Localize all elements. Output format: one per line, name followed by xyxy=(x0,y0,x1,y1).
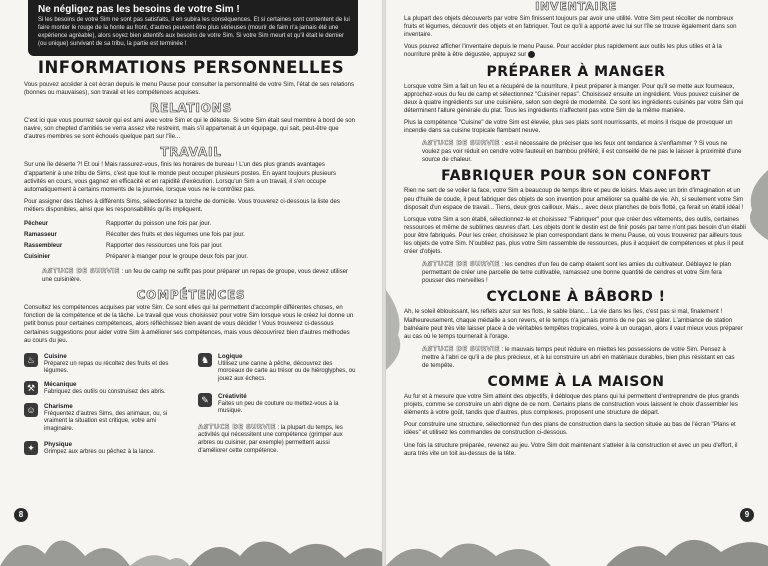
fabriquer-text-2: Lorsque votre Sim a son établi, sélectionnez-le et choisissez "Fabriquer" pour que créer des vêtements, des outils, certaines ressources et même de sublimes œuvres d'art. Les objets dont le destin est de finir posés par terre n'ont pas besoin d'un établi pour être fabriqués. Pour les créer, choisissez le plan correspondant dans le menu Pause, où vous trouverez par ailleurs tous les objets de votre Sim. N'oubliez pas, plus votre Sim rassemble de ressources, plus il acquiert de compétences et plus il peut créer d'objets. xyxy=(404,215,746,256)
creativity-icon: ✎ xyxy=(198,393,212,407)
job-desc: Préparer à manger pour le groupe deux fois par jour. xyxy=(106,253,248,261)
job-desc: Rapporter des ressources une fois par jour. xyxy=(106,242,223,250)
foliage-decoration xyxy=(386,526,768,566)
survival-tip xyxy=(198,423,358,456)
fitness-icon: ✦ xyxy=(24,441,38,455)
skill-name: Cuisine xyxy=(44,352,67,360)
info-text: Vous pouvez accéder à cet écran depuis le menu Pause pour consulter la personnalité de votre Sim, l'état de ses relations (bonnes ou mauvaises), son travail et les compétences acquises. xyxy=(24,81,355,97)
skill-desc: Fréquentez d'autres Sims, des animaux, ou, si vraiment la situation est critique, votre ami imaginaire. xyxy=(44,410,168,433)
tip-label: ASTUCE DE SURVIE xyxy=(422,260,500,269)
section-title-manger: PRÉPARER À MANGER xyxy=(486,63,666,80)
page-number: 9 xyxy=(740,508,754,522)
skill-desc: Faites un peu de couture ou mettez-vous à la musique. xyxy=(218,400,339,415)
job-desc: Récolter des fruits et des légumes une fois par jour. xyxy=(106,231,245,239)
skill-desc: Grimpez aux arbres ou pêchez à la lance. xyxy=(44,448,156,455)
palm-leaf-decoration xyxy=(386,290,406,370)
tip-label: ASTUCE DE SURVIE xyxy=(422,344,500,353)
tip-text: : un feu de camp ne suffit pas pour préparer un repas de groupe, vous devez utiliser une cuisinière. xyxy=(42,268,349,284)
jobs-table xyxy=(24,218,248,262)
right-column xyxy=(404,0,748,462)
competences-text: Consultez les compétences acquises par votre Sim. Ce sont elles qui lui permettent d'accomplir différentes choses, en fonction de la compétence et de la tâche. Le travail que vous choisissez pour votre Sim lorsque vous le créez lui donne un petit bonus pour certaines compétences, alors réfléchissez bien avant de vous décider ! Vous trouverez ci-dessous certaines suggestions pour aider votre Sim à améliorer ses compétences, mais vous découvrirez bien d'autres méthodes au cours du jeu. xyxy=(24,304,354,344)
survival-tip xyxy=(404,345,748,370)
fabriquer-text-1: Rien ne sert de se voiler la face, votre Sim a beaucoup de temps libre et peu de loisirs. Mais avec un brin d'imagination et un peu d'huile de coude, il peut fabriquer des objets de son invention pour améliorer sa qualité de vie. Ah, si seulement votre Sim disposait d'un espace de travail... Tiens, deux gros cailloux. Mais... avec deux planches de bois flotté, ça ferait un établi idéal ! xyxy=(404,187,744,211)
table-row xyxy=(24,251,248,262)
section-title-inventaire: INVENTAIRE xyxy=(535,0,617,13)
manger-text-1: Lorsque votre Sim a fait un feu et a récupéré de la nourriture, il peut préparer à manger. Pour qu'il se mette aux fourneaux, approchez-vous du feu de camp et sélectionnez "Cuisiner repas". Choisissez ensuite un ingrédient. Vous pouvez cuisiner de deux à quatre ingrédients sur une cuisinière, selon son degré de modernité. Ce sont les ingrédients cuisinés par votre Sim qui déterminent l'allure générale du plat. Tous les ingrédients n'affectent pas votre Sim de la même manière. xyxy=(404,82,744,114)
section-title-info: INFORMATIONS PERSONNELLES xyxy=(37,58,345,77)
section-title-fabriquer: FABRIQUER POUR SON CONFORT xyxy=(441,168,711,185)
skill-desc: Utilisez une canne à pêche, découvrez des morceaux de carte au trésor ou de hiéroglyphes, ou jouez aux échecs. xyxy=(218,360,356,383)
job-desc: Rapporter du poisson une fois par jour. xyxy=(106,220,212,228)
skill-name: Physique xyxy=(44,440,72,448)
tip-label: ASTUCE DE SURVIE xyxy=(422,139,500,148)
skill-name: Mécanique xyxy=(44,380,77,388)
section-title-travail: TRAVAIL xyxy=(160,145,222,160)
maison-text-3: Une fois la structure préparée, revenez au jeu. Votre Sim doit maintenant s'atteler à la construction et avec un peu d'effort, il aura très vite un toit au-dessus de la tête. xyxy=(404,441,738,457)
section-title-maison: COMME À LA MAISON xyxy=(487,374,665,391)
table-row xyxy=(24,229,248,240)
inventaire-text-1: La plupart des objets découverts par votre Sim finissent toujours par avoir une utilité. Votre Sim peut récolter de nombreux fruits et légumes, découvrir des objets et en fabriquer. Tout ce qu'il a apporté avec lui sur l'île se trouve également dans son inventaire. xyxy=(404,15,737,39)
section-title-relations: RELATIONS xyxy=(149,101,233,116)
controller-button-icon xyxy=(528,51,535,58)
tip-text: : est-il nécessaire de préciser que les feux ont tendance à s'enflammer ? Si vous ne voulez pas voir réduit en cendre votre fauteuil en bambou préféré, il est conseillé de ne pas le laisser à proximité d'une source de chaleur. xyxy=(422,140,742,164)
cooking-icon: ♨ xyxy=(24,353,38,367)
charisma-icon: ☺ xyxy=(24,403,38,417)
logic-icon: ♞ xyxy=(198,353,212,367)
job-name: Pêcheur xyxy=(24,220,49,228)
inventaire-text-2 xyxy=(404,43,748,59)
job-name: Rassembleur xyxy=(24,242,63,250)
palm-leaf-decoration xyxy=(742,170,768,240)
left-column xyxy=(24,58,358,489)
tip-text: : les cendres d'un feu de camp étaient sont les amies du cultivateur. Déblayez le plan permettant de créer une parcelle de terre cultivable, ramassez une bonne quantité de cendres et votre Sim fera pousser des merveilles ! xyxy=(422,261,732,285)
left-page xyxy=(0,0,382,566)
maison-text-2: Pour construire une structure, sélectionnez l'un des plans de construction dans la section située au bas de l'écran "Plans et idées" et utilisez les commandes de construction ci-dessous. xyxy=(404,421,736,437)
wrench-icon: ⚒ xyxy=(24,381,38,395)
skill-desc: Fabriquez des outils ou construisez des abris. xyxy=(44,388,166,395)
tip-label: ASTUCE DE SURVIE xyxy=(198,422,276,431)
banner-title: Ne négligez pas les besoins de votre Sim ! xyxy=(38,4,240,15)
table-row xyxy=(24,240,248,251)
survival-tip xyxy=(404,139,748,164)
travail-text-1: Sur une île déserte ?! Et oui ! Mais rassurez-vous, finis les horaires de bureau ! L'un des plus grands avantages d'appartenir à une tribu de Sims, c'est que tout le monde peut occuper plusieurs postes. En ayant toujours plusieurs activités en cours, vous gagnez en efficacité et en rapidité d'exécution. Lorsqu'un Sim a un travail, il s'en occupe automatiquement à certains moments de la journée, lorsque vous ne le contrôlez pas. xyxy=(24,161,336,193)
skill-name: Logique xyxy=(218,352,243,360)
survival-tip xyxy=(24,267,358,284)
job-name: Cuisinier xyxy=(24,253,51,261)
job-name: Ramasseur xyxy=(24,231,57,239)
inventaire-text-2-body: Vous pouvez afficher l'inventaire depuis le menu Pause. Pour accéder plus rapidement aux outils les plus utiles et à la nourriture prête à être dégustée, appuyez sur xyxy=(404,43,722,59)
foliage-decoration xyxy=(0,526,382,566)
tip-label: ASTUCE DE SURVIE xyxy=(42,267,120,276)
survival-tip xyxy=(404,260,748,285)
warning-banner xyxy=(28,0,358,56)
skills-grid xyxy=(24,349,358,489)
skill-desc: Préparez un repas ou récoltez des fruits et des légumes. xyxy=(44,360,169,375)
right-page xyxy=(386,0,768,566)
banner-text: Si les besoins de votre Sim ne sont pas satisfaits, il en subira les conséquences. Et si certaines sont contentent de lui faire monter le rouge de la honte au front, d'autres peuvent être plus sérieuses (mourir de faim n'a jamais été une expérience agréable), alors soyez bien attentifs aux besoins de votre Sim. Si votre Sim meurt et qu'il était le dernier (ou unique) survivant de sa tribu, la partie est terminée ! xyxy=(38,17,350,47)
manger-text-2: Plus la compétence "Cuisine" de votre Sim est élevée, plus ses plats sont nourrissants, et moins il risque de provoquer un incendie dans sa cuisine tropicale flambant neuve. xyxy=(404,118,733,135)
page-number: 8 xyxy=(14,508,28,522)
section-title-competences: COMPÉTENCES xyxy=(136,288,246,303)
section-title-cyclone: CYCLONE À BÂBORD ! xyxy=(486,289,666,306)
table-row xyxy=(24,218,248,229)
tip-text: : le mauvais temps peut réduire en miettes les possessions de votre Sim. Pensez à mettre à l'abri ce qu'il a de plus précieux, et à lui construire un abri en matériaux durables, bien plus résistant en cas de tempête. xyxy=(422,345,735,370)
relations-text: C'est ici que vous pourrez savoir qui est ami avec votre Sim et qui le déteste. Si votre Sim était seul membre à bord de son navire, son chepted d'amitiés se verra assez vite restreint, mais s'il appartenait à un équipage, qui sait, peut-être que d'autres membres se sont échoués quelque part sur l'île... xyxy=(24,117,356,141)
maison-text-1: Au fur et à mesure que votre Sim atteint des objectifs, il débloque des plans qui lui permettent d'entreprendre de plus grands projets, comme se construire un abri digne de ce nom. Certains plans de construction vous laissent le choix d'assembler les éléments à votre goût, tandis que d'autres, plus complexes, proposent une structure de départ. xyxy=(404,393,740,417)
tip-text: : la plupart du temps, les activités qui nécessitent une compétence (grimper aux arbres ou cuisiner, par exemple) permettent aussi d'améliorer cette compétence. xyxy=(198,424,343,455)
travail-text-2: Pour assigner des tâches à différents Sims, sélectionnez la torche de domicile. Vous trouverez ci-dessous la liste des métiers disponibles, ainsi que les responsabilités qu'ils impliquent. xyxy=(24,197,340,213)
skill-name: Charisme xyxy=(44,402,73,410)
cyclone-text-1: Ah, le soleil éblouissant, les reflets azur sur les flots, le sable blanc... La vie dans les îles, c'est pas si mal, finalement ! Malheureusement, chaque médaille a son revers, et le temps n'a jamais promis de ne pas se gâter. L'ambiance de station balnéaire peut très vite laisser place à de véritables tempêtes tropicales, voire à un ouragan, alors il vaut mieux vous préparer au cas où le temps tournerait à l'orage. xyxy=(404,308,743,340)
skill-name: Créativité xyxy=(218,392,247,400)
